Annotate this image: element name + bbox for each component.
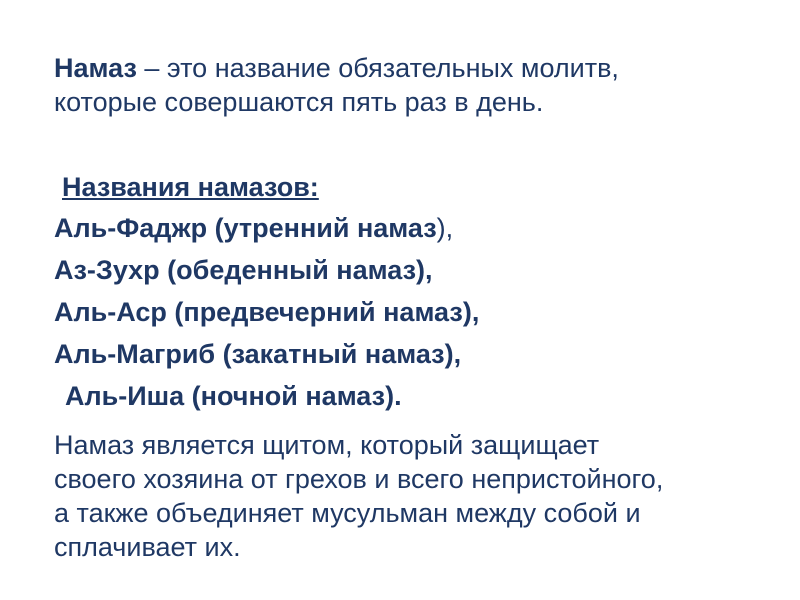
prayer-item-text: Аз-Зухр (обеденный намаз),	[54, 255, 433, 285]
intro-line-1-rest: – это название обязательных молитв,	[136, 53, 619, 83]
prayer-item-text: Аль-Аср (предвечерний намаз),	[54, 297, 480, 327]
prayer-item-text: Аль-Фаджр (утренний намаз	[54, 213, 437, 243]
outro-line-2: своего хозяина от грехов и всего непристойного,	[54, 464, 664, 494]
outro-line-1: Намаз является щитом, который защищает	[54, 430, 600, 460]
prayer-item-maghrib	[54, 337, 479, 379]
prayer-item-fajr	[54, 211, 479, 253]
intro-paragraph	[54, 51, 619, 119]
prayer-item-zuhr	[54, 253, 479, 295]
intro-line-2: которые совершаются пять раз в день.	[54, 87, 544, 117]
prayer-item-isha	[54, 379, 479, 421]
intro-line-1	[54, 51, 619, 85]
prayer-item-asr	[54, 295, 479, 337]
prayer-names-heading: Названия намазов:	[62, 172, 319, 202]
outro-paragraph	[54, 428, 663, 564]
prayer-names-list	[54, 211, 479, 421]
prayer-item-text: Аль-Магриб (закатный намаз),	[54, 339, 462, 369]
outro-line-3: а также объединяет мусульман между собой и	[54, 498, 641, 528]
prayer-item-tail: ),	[436, 213, 454, 243]
intro-term: Намаз	[54, 53, 137, 83]
outro-line-4: сплачивает их.	[54, 532, 241, 562]
prayer-item-text: Аль-Иша (ночной намаз).	[65, 381, 402, 411]
